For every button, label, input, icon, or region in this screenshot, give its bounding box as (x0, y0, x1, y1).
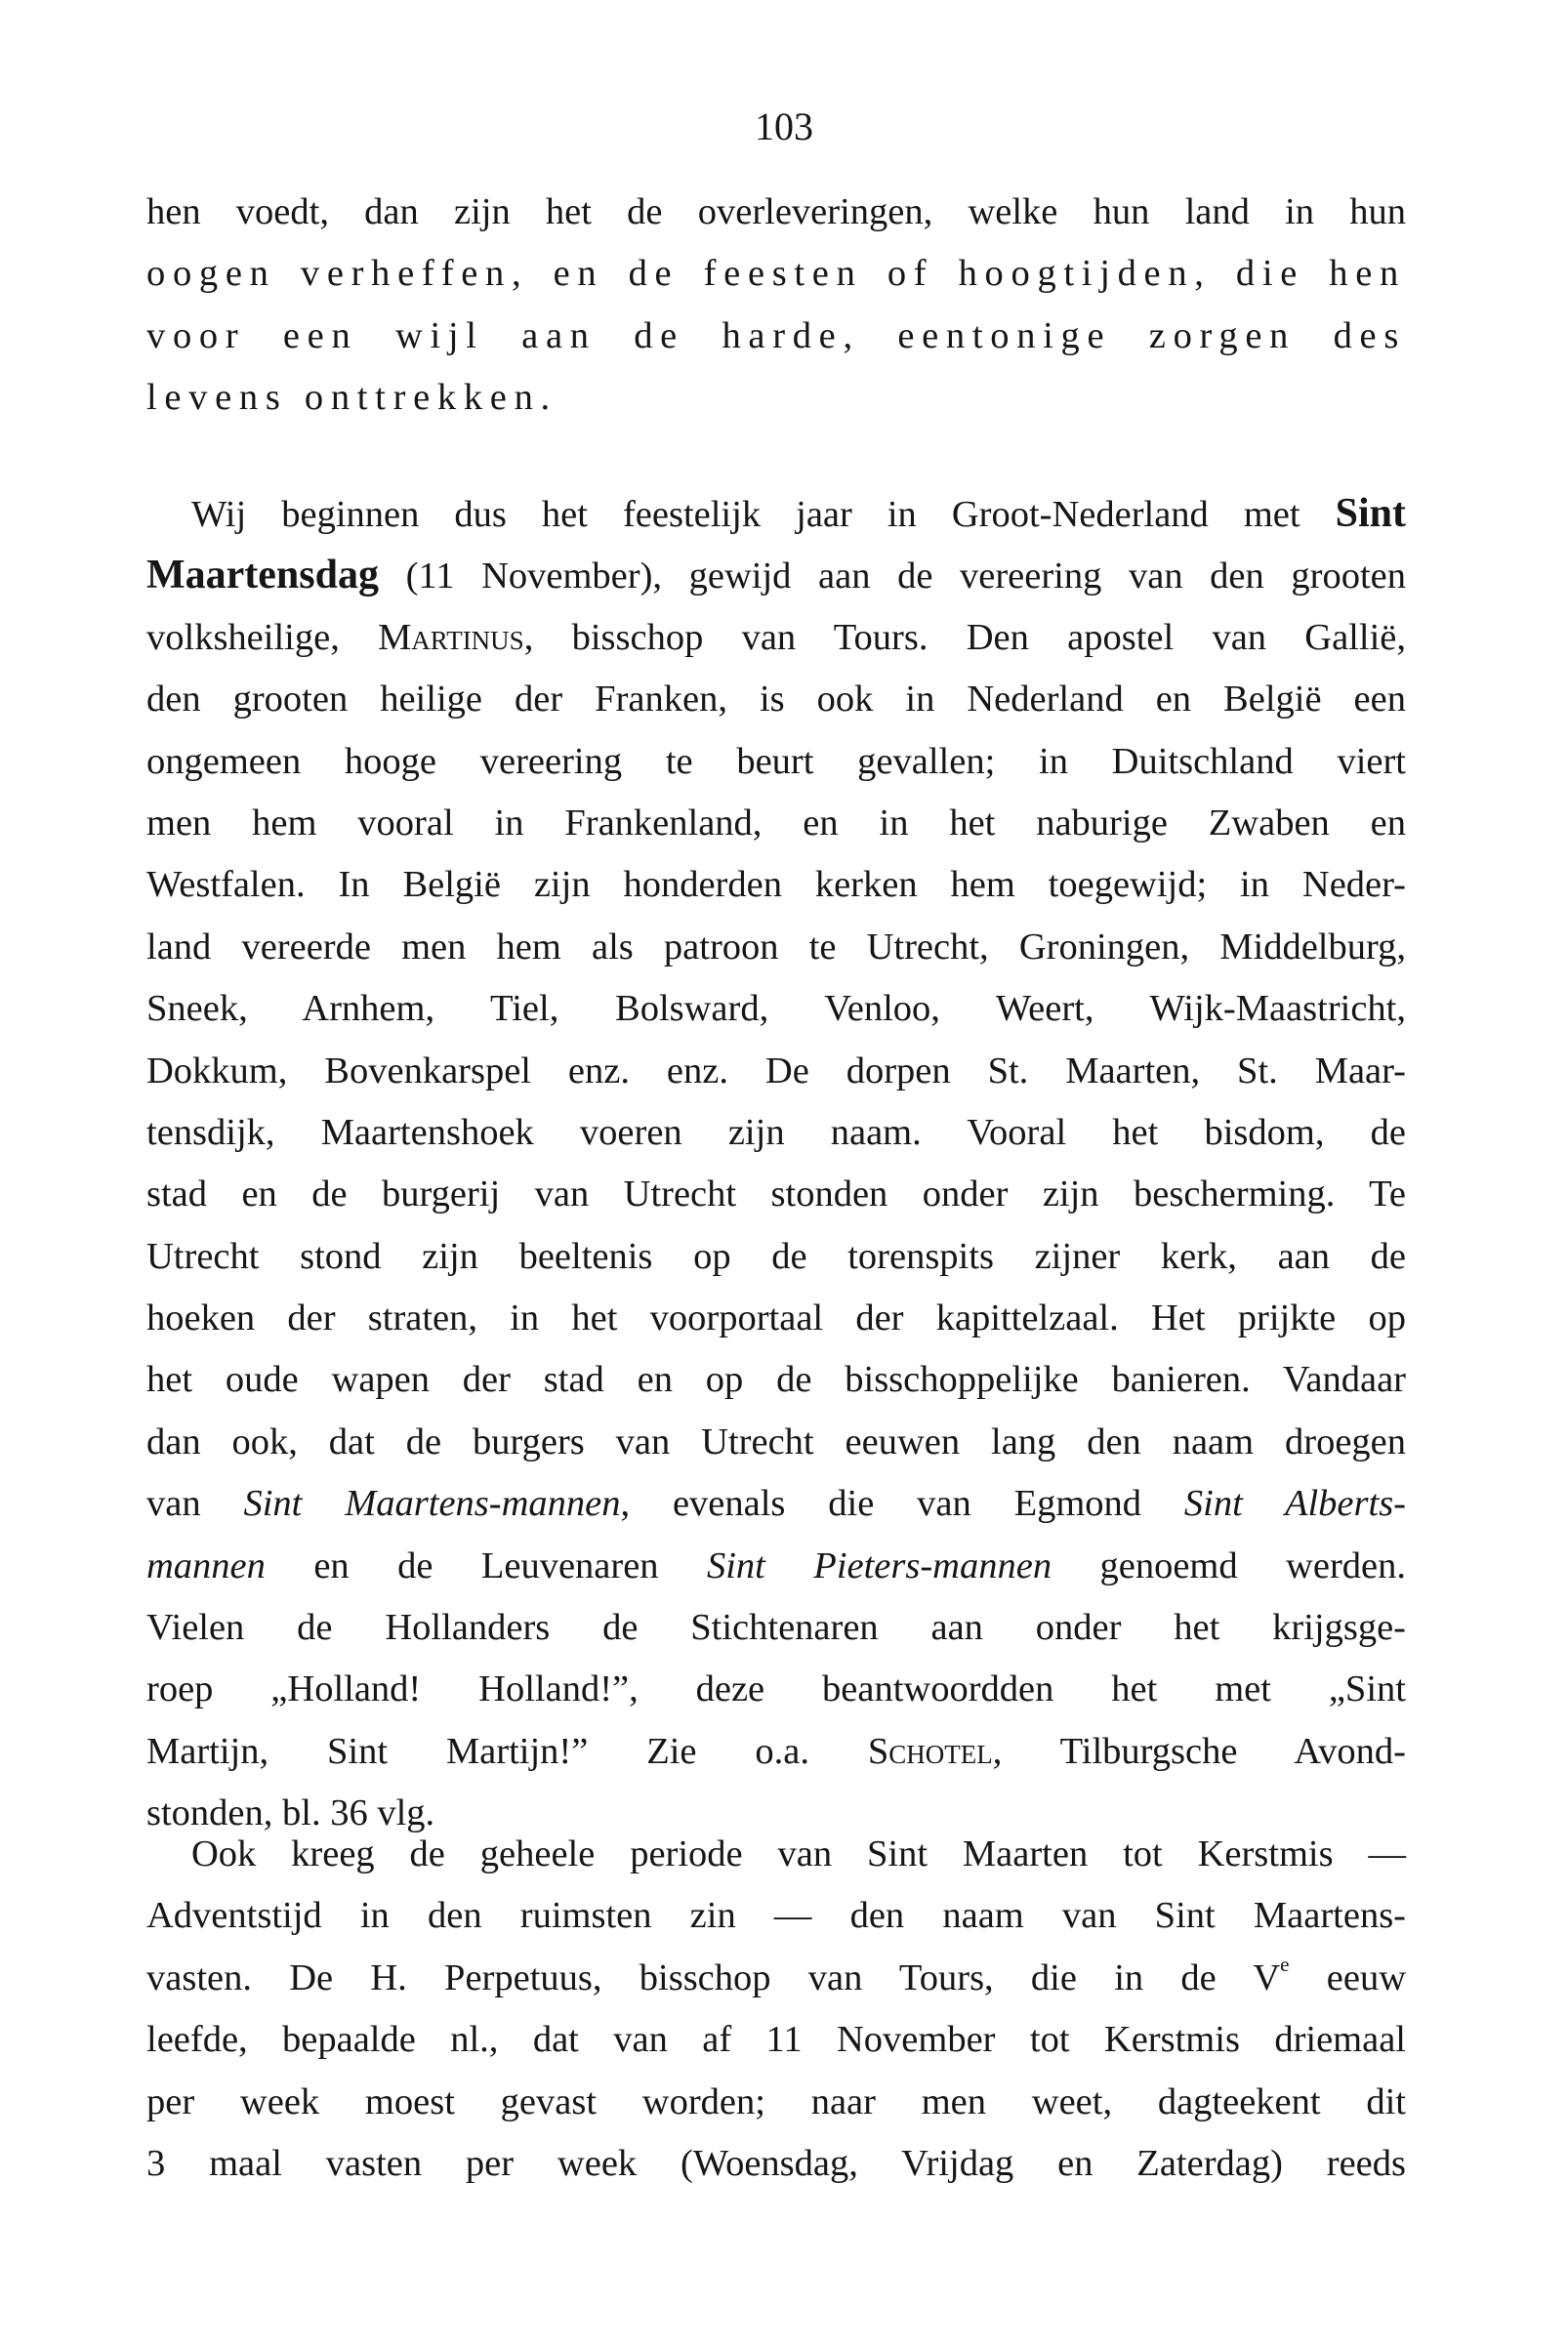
text-line: Adventstijd in den ruimsten zin — den naam van Sint Maartens- (146, 1895, 1406, 1937)
text-line: Vielen de Hollanders de Stichtenaren aan onder het krijgsge- (146, 1607, 1406, 1649)
text-line: roep „Holland! Holland!”, deze beantwoordden het met „Sint (146, 1668, 1406, 1710)
text-line: Wij beginnen dus het feestelijk jaar in Groot-Nederland met Sint (191, 491, 1406, 536)
text-line: hoeken der straten, in het voorportaal der kapittelzaal. Het prijkte op (146, 1297, 1406, 1339)
text-line: voor een wijl aan de harde, eentonige zorgen des (146, 314, 1406, 356)
text-line: stonden, bl. 36 vlg. (146, 1792, 435, 1834)
text-line: van Sint Maartens-mannen, evenals die van Egmond Sint Alberts- (146, 1483, 1407, 1525)
text-line: volksheilige, Martinus, bisschop van Tours. Den apostel van Galliё, (146, 616, 1406, 658)
page-number: 103 (755, 104, 813, 148)
text-line: leefde, bepaalde nl., dat van af 11 November tot Kerstmis driemaal (146, 2019, 1406, 2061)
text-line: den grooten heilige der Franken, is ook in Nederland en België een (146, 679, 1406, 721)
text-line: stad en de burgerij van Utrecht stonden onder zijn bescherming. Te (146, 1174, 1406, 1215)
paragraph-1 (146, 182, 1406, 430)
text-line: vasten. De H. Perpetuus, bisschop van Tours, die in de Ve eeuw (146, 1952, 1406, 1998)
bold-term: Sint (1335, 491, 1406, 536)
paragraph-2 (146, 483, 1406, 1845)
text-line: Ook kreeg de geheele periode van Sint Maarten tot Kerstmis — (191, 1833, 1406, 1874)
text-line: hen voedt, dan zijn het de overleveringen, welke hun land in hun (146, 191, 1406, 232)
bold-term: Maartensdag (146, 553, 379, 598)
text-line: het oude wapen der stad en op de bisschoppelijke banieren. Vandaar (146, 1359, 1406, 1401)
text-line: land vereerde men hem als patroon te Utrecht, Groningen, Middelburg, (146, 926, 1406, 968)
text-line: levens onttrekken. (146, 377, 557, 419)
text-line: oogen verheffen, en de feesten of hoogtijden, die hen (146, 253, 1406, 295)
text-line: tensdijk, Maartenshoek voeren zijn naam. Vooral het bisdom, de (146, 1111, 1406, 1153)
italic-term: Sint Pieters-mannen (706, 1544, 1052, 1586)
text-line: Utrecht stond zijn beeltenis op de torenspits zijner kerk, aan de (146, 1235, 1406, 1277)
text-line: mannen en de Leuvenaren Sint Pieters-mannen genoemd werden. (146, 1544, 1406, 1586)
text-line: dan ook, dat de burgers van Utrecht eeuwen lang den naam droegen (146, 1421, 1406, 1462)
small-caps-name: Martinus (378, 616, 524, 658)
text-line: Sneek, Arnhem, Tiel, Bolsward, Venloo, Weert, Wijk-Maastricht, (146, 988, 1406, 1030)
text-line: Dokkum, Bovenkarspel enz. enz. De dorpen St. Maarten, St. Maar- (146, 1050, 1406, 1091)
text-line: men hem vooral in Frankenland, en in het naburige Zwaben en (146, 802, 1406, 844)
text-line: ongemeen hooge vereering te beurt gevallen; in Duitschland viert (146, 740, 1406, 782)
italic-term: mannen (146, 1544, 266, 1586)
text-line: per week moest gevast worden; naar men weet, dagteekent dit (146, 2080, 1406, 2122)
paragraph-3 (146, 1824, 1406, 2195)
text-line: Westfalen. In België zijn honderden kerken hem toegewijd; in Neder- (146, 864, 1406, 906)
italic-term: Sint Alberts- (1183, 1483, 1407, 1525)
italic-term: Sint Maartens-mannen (243, 1483, 621, 1525)
text-line: Martijn, Sint Martijn!” Zie o.a. Schotel, Tilburgsche Avond- (146, 1730, 1406, 1772)
small-caps-name: Schotel (867, 1730, 993, 1772)
superscript: e (1280, 1952, 1290, 1976)
text-line: Maartensdag (11 November), gewijd aan de vereering van den grooten (146, 553, 1406, 598)
text-line: 3 maal vasten per week (Woensdag, Vrijdag en Zaterdag) reeds (146, 2142, 1406, 2184)
